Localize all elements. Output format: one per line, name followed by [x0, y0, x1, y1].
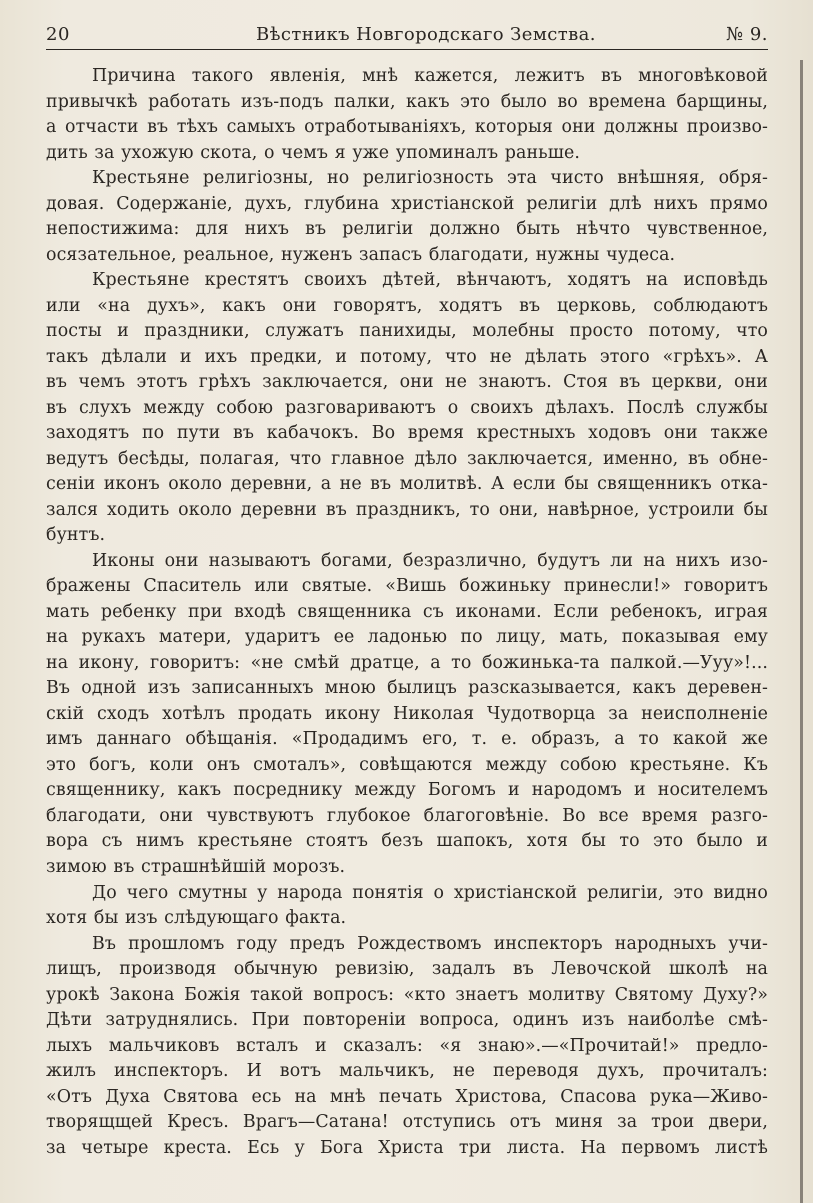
text-line: довая. Содержаніе, духъ, глубина христіанской религіи длѣ нихъ прямо	[46, 193, 768, 214]
issue-number: № 9.	[726, 24, 768, 45]
text-line: лыхъ мальчиковъ всталъ и сказалъ: «я знаю».—«Прочитай!» предло-	[46, 1035, 768, 1056]
text-line: имъ даннаго обѣщанія. «Продадимъ его, т. е. образъ, а то какой же	[46, 729, 768, 750]
text-line: бунтъ.	[46, 525, 106, 546]
text-line: священнику, какъ посреднику между Богомъ и народомъ и носителемъ	[46, 780, 768, 801]
text-line: Крестьяне религіозны, но религіозность эта чисто внѣшняя, обря-	[92, 168, 768, 189]
text-line: бражены Спаситель или святые. «Вишь божиньку принесли!» говоритъ	[46, 576, 768, 597]
text-line: До чего смутны у народа понятія о христіанской религіи, это видно	[92, 882, 768, 903]
text-line: хотя бы изъ слѣдующаго факта.	[46, 908, 347, 929]
text-line: жилъ инспекторъ. И вотъ мальчикъ, не переводя духъ, прочиталъ:	[46, 1061, 768, 1082]
text-line: «Отъ Духа Святова есь на мнѣ печать Христова, Спасова рука—Живо-	[46, 1086, 768, 1107]
text-line: Крестьяне крестятъ своихъ дѣтей, вѣнчаютъ, ходятъ на исповѣдь	[92, 270, 768, 291]
text-line: привычкѣ работать изъ-подъ палки, какъ это было во времена барщины,	[46, 91, 768, 112]
text-line: это богъ, коли онъ смоталъ», совѣщаются между собою крестьяне. Къ	[46, 754, 768, 775]
text-line: или «на духъ», какъ они говорятъ, ходятъ въ церковь, соблюдаютъ	[46, 295, 768, 316]
text-line: Въ прошломъ году предъ Рождествомъ инспекторъ народныхъ учи-	[92, 933, 768, 954]
text-line: заходятъ по пути въ кабачокъ. Во время крестныхъ ходовъ они также	[46, 423, 768, 444]
text-line: а отчасти въ тѣхъ самыхъ отработываніяхъ, которыя они должны произво-	[46, 117, 768, 138]
text-line: Причина такого явленія, мнѣ кажется, лежитъ въ многовѣковой	[92, 66, 768, 86]
text-line: Дѣти затруднялись. При повтореніи вопроса, одинъ изъ наиболѣе смѣ-	[46, 1010, 768, 1031]
text-line: зался ходить около деревни въ праздникъ, то они, навѣрное, устроили бы	[46, 499, 768, 520]
text-line: скій сходъ хотѣлъ продать икону Николая Чудотворца за неисполненіе	[46, 703, 768, 724]
text-line: дить за ухожую скота, о чемъ я уже упоминалъ раньше.	[46, 142, 581, 163]
text-line: Въ одной изъ записанныхъ мною былицъ разсказывается, какъ деревен-	[46, 678, 768, 699]
text-line: мать ребенку при входѣ священника съ иконами. Если ребенокъ, играя	[46, 601, 768, 622]
text-line: Иконы они называютъ богами, безразлично, будутъ ли на нихъ изо-	[92, 550, 768, 571]
text-line: благодати, они чувствуютъ глубокое благоговѣніе. Во все время разго-	[46, 805, 768, 826]
text-line: за четыре креста. Есь у Бога Христа три листа. На первомъ листѣ	[46, 1137, 768, 1158]
text-line: творящщей Кресъ. Врагъ—Сатана! отступись отъ миня за трои двери,	[46, 1112, 768, 1133]
text-line: посты и праздники, служатъ панихиды, молебны просто потому, что	[46, 321, 768, 342]
text-line: сеніи иконъ около деревни, а не въ молитвѣ. А если бы священникъ отка-	[46, 474, 768, 495]
text-line: такъ дѣлали и ихъ предки, и потому, что не дѣлать этого «грѣхъ». А	[46, 346, 768, 367]
text-line: въ слухъ между собою разговариваютъ о своихъ дѣлахъ. Послѣ службы	[46, 397, 768, 418]
text-line: вора съ нимъ крестьяне стоятъ безъ шапокъ, хотя бы то это было и	[46, 831, 768, 852]
page-number: 20	[46, 24, 70, 45]
journal-title: Вѣстникъ Новгородскаго Земства.	[256, 24, 596, 45]
text-line: непостижима: для нихъ въ религіи должно быть нѣчто чувственное,	[46, 219, 768, 240]
page-edge-shadow	[800, 60, 803, 1203]
text-line: на рукахъ матери, ударитъ ее ладонью по лицу, мать, показывая ему	[46, 627, 768, 648]
text-line: урокѣ Закона Божія такой вопросъ: «кто знаетъ молитву Святому Духу?»	[46, 984, 768, 1005]
text-line: лищъ, производя обычную ревизію, задалъ въ Левочской школѣ на	[46, 959, 768, 980]
text-line: въ чемъ этотъ грѣхъ заключается, они не знаютъ. Стоя въ церкви, они	[46, 372, 768, 393]
text-line: осязательное, реальное, нуженъ запасъ благодати, нужны чудеса.	[46, 244, 676, 265]
text-line: на икону, говоритъ: «не смѣй дратце, а то божинька-та палкой.—Ууу»!...	[46, 652, 768, 673]
header-rule	[46, 49, 768, 50]
body-text	[46, 64, 768, 1161]
text-line: зимою въ страшнѣйшій морозъ.	[46, 856, 346, 877]
running-header	[46, 20, 768, 50]
text-line: ведутъ бесѣды, полагая, что главное дѣло заключается, именно, въ обне-	[46, 448, 768, 469]
